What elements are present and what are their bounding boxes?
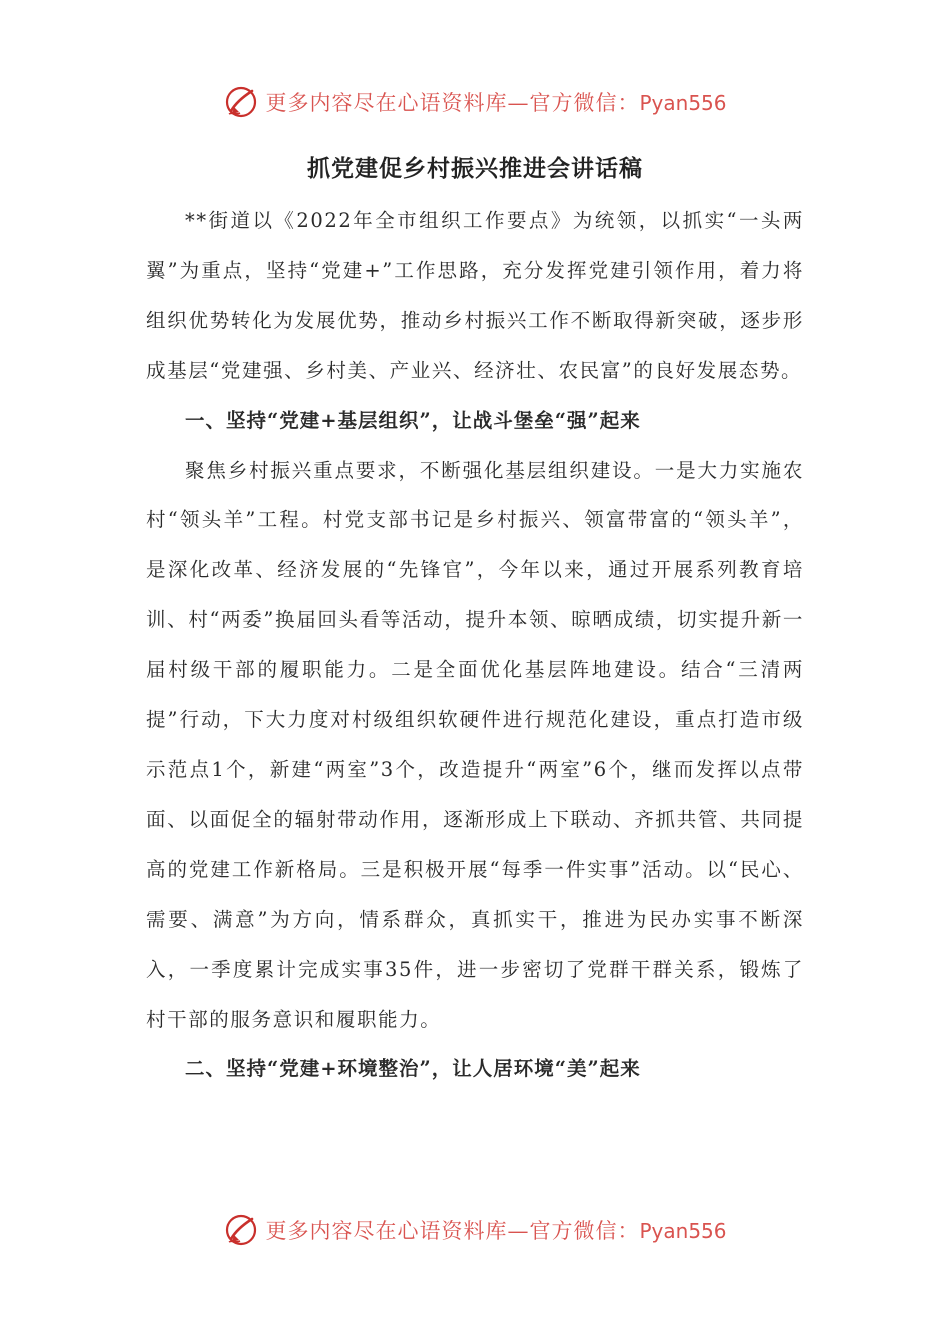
document-body bbox=[146, 196, 804, 1094]
watermark-text: 更多内容尽在心语资料库—官方微信：Pyan556 bbox=[265, 1219, 727, 1243]
section-1-paragraph: 聚焦乡村振兴重点要求，不断强化基层组织建设。一是大力实施农村“领头羊”工程。村党支部书记是乡村振兴、领富带富的“领头羊”，是深化改革、经济发展的“先锋官”，今年以来，通过开展系列教育培训、村“两委”换届回头看等活动，提升本领、晾晒成绩，切实提升新一届村级干部的履职能力。二是全面优化基层阵地建设。结合“三清两提”行动，下大力度对村级组织软硬件进行规范化建设，重点打造市级示范点1个，新建“两室”3个，改造提升“两室”6个，继而发挥以点带面、以面促全的辐射带动作用，逐渐形成上下联动、齐抓共管、共同提高的党建工作新格局。三是积极开展“每季一件实事”活动。以“民心、需要、满意”为方向，情系群众，真抓实干，推进为民办实事不断深入，一季度累计完成实事35件，进一步密切了党群干群关系，锻炼了村干部的服务意识和履职能力。 bbox=[146, 458, 804, 1031]
document-title: 抓党建促乡村振兴推进会讲话稿 bbox=[307, 155, 643, 182]
watermark-banner-top bbox=[0, 82, 950, 122]
watermark-banner-bottom bbox=[0, 1210, 950, 1250]
watermark-text: 更多内容尽在心语资料库—官方微信：Pyan556 bbox=[265, 91, 727, 115]
pen-logo-icon bbox=[223, 84, 259, 120]
pen-logo-icon bbox=[223, 1212, 259, 1248]
intro-paragraph: **街道以《2022年全市组织工作要点》为统领，以抓实“一头两翼”为重点，坚持“党建+”工作思路，充分发挥党建引领作用，着力将组织优势转化为发展优势，推动乡村振兴工作不断取得新突破，逐步形成基层“党建强、乡村美、产业兴、经济壮、农民富”的良好发展态势。 bbox=[146, 209, 804, 382]
section-heading-2: 二、坚持“党建+环境整治”，让人居环境“美”起来 bbox=[185, 1057, 641, 1081]
section-heading-1: 一、坚持“党建+基层组织”，让战斗堡垒“强”起来 bbox=[185, 408, 641, 432]
